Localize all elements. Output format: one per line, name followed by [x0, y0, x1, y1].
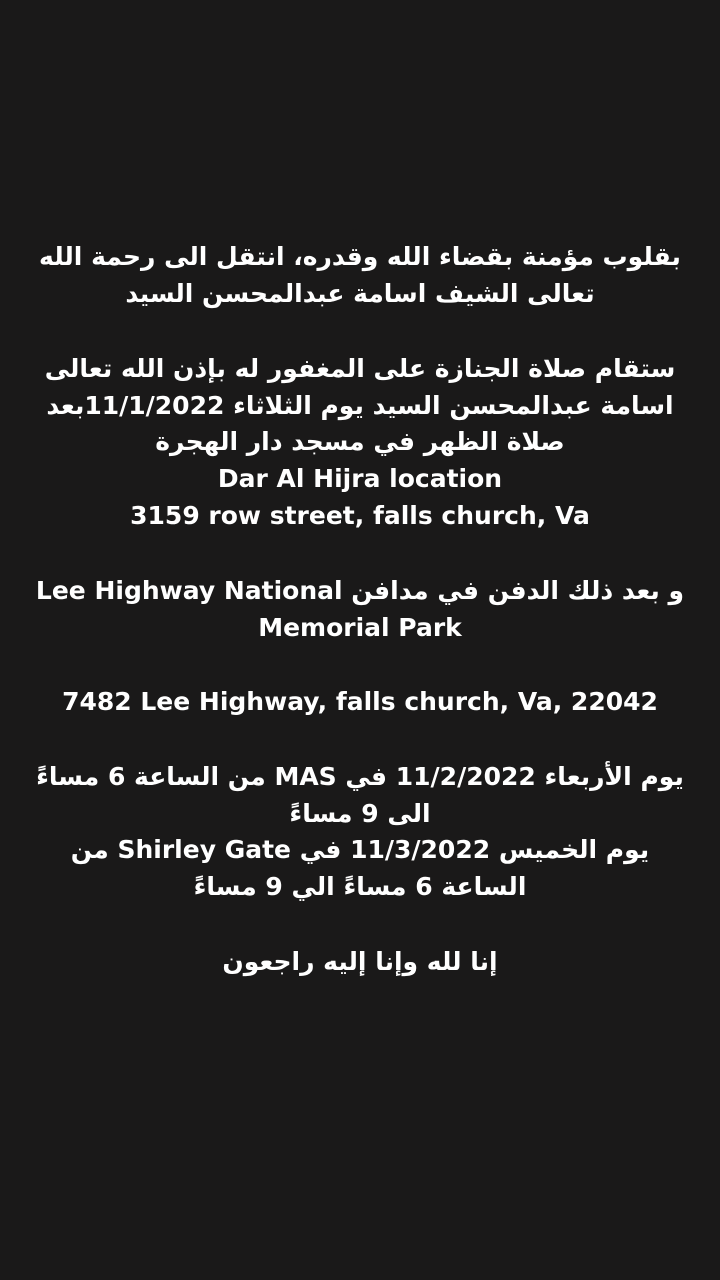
funeral-line-1: ستقام صلاة الجنازة على المغفور له بإذن الله تعالى: [44, 354, 676, 383]
condolence-line-1: يوم الأربعاء 11/2/2022 في MAS من الساعة 6 مساءً: [36, 762, 684, 791]
announcement-line-1: بقلوب مؤمنة بقضاء الله وقدره، انتقل الى رحمة الله: [39, 242, 681, 271]
condolence-line-3: يوم الخميس 11/3/2022 في Shirley Gate من: [70, 835, 650, 864]
condolence-line-2: الى 9 مساءً: [289, 799, 431, 828]
closing-line: إنا لله وإنا إليه راجعون: [222, 947, 498, 976]
mosque-address: 3159 row street, falls church, Va: [130, 501, 590, 530]
announcement-line-2: تعالى الشيف اسامة عبدالمحسن السيد: [125, 279, 595, 308]
funeral-line-2: اسامة عبدالمحسن السيد يوم الثلاثاء 11/1/2022بعد: [46, 391, 674, 420]
cemetery-address: 7482 Lee Highway, falls church, Va, 22042: [62, 687, 658, 716]
burial-line-2: Memorial Park: [258, 613, 462, 642]
funeral-line-3: صلاة الظهر في مسجد دار الهجرة: [155, 427, 565, 456]
burial-line-1: و بعد ذلك الدفن في مدافن Lee Highway National: [35, 576, 685, 605]
condolence-line-4: الساعة 6 مساءً الي 9 مساءً: [193, 872, 527, 901]
story-text-container: [20, 0, 700, 1280]
mosque-location-label: Dar Al Hijra location: [217, 464, 503, 493]
